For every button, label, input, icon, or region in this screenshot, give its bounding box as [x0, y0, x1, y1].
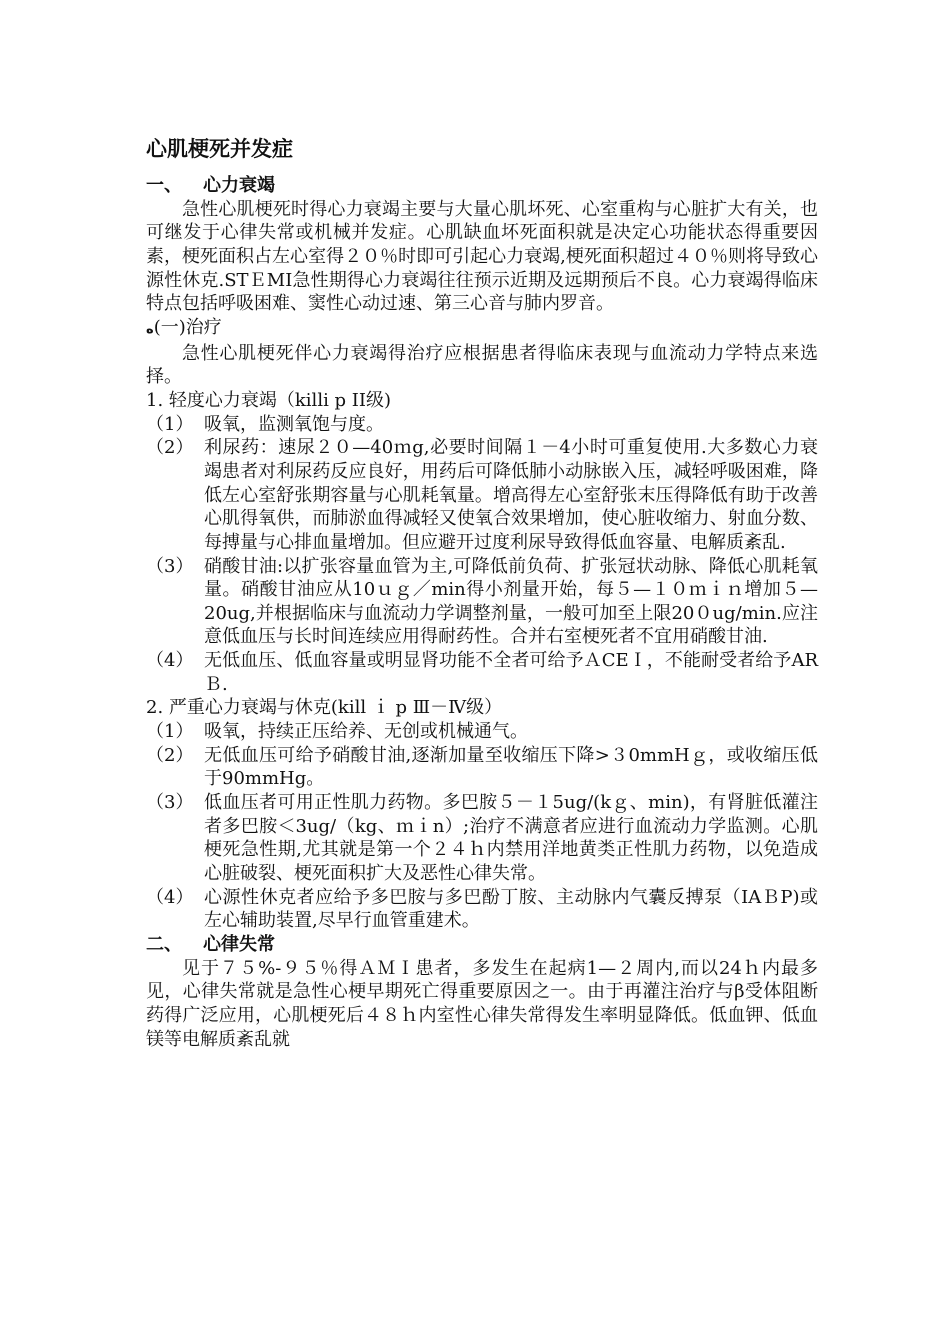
- subheading-mild-heart-failure: 1. 轻度心力衰竭（killi p II级): [146, 389, 392, 411]
- treatment-heading: [146, 316, 818, 342]
- list-item: [146, 744, 818, 791]
- section-heading-text: 心力衰竭: [203, 175, 275, 196]
- bullet-glyph-icon: ﻩ: [146, 321, 154, 337]
- treatment-heading-text: (一)治疗: [153, 316, 222, 338]
- list-item-number: （1）: [146, 413, 194, 435]
- section-number: 二、: [146, 934, 182, 955]
- list-item-text: 吸氧，监测氧饱与度。: [204, 413, 384, 435]
- list-item-number: （2）: [146, 437, 194, 459]
- subheading-severe-heart-failure: 2. 严重心力衰竭与休克(kill ｉ p Ⅲ－Ⅳ级）: [146, 697, 503, 719]
- list-item: [146, 649, 818, 696]
- list-item-number: （2）: [146, 744, 194, 766]
- list-item: [146, 436, 818, 554]
- list-item-text: 无低血压、低血容量或明显肾功能不全者可给予ＡCEＩ，不能耐受者给予ARＢ.: [204, 650, 818, 695]
- list-item-text: 利尿药：速尿２０—40ｍg,必要时间隔１－4小时可重复使用.大多数心力衰竭患者对利尿药反应良好，用药后可降低肺小动脉嵌入压，减轻呼吸困难，降低左心室舒张期容量与心肌耗氧量。增高得左心室舒张末压得降低有助于改善心肌得氧供，而肺淤血得减轻又使氧合效果增加，使心脏收缩力、射血分数、每搏量与心排血量增加。但应避开过度利尿导致得低血容量、电解质紊乱.: [204, 437, 818, 553]
- list-item-text: 低血压者可用正性肌力药物。多巴胺５－１5ug/(kｇ、min)，有肾脏低灌注者多巴胺＜3ug/（kg、ｍｉn）;治疗不满意者应进行血流动力学监测。心肌梗死急性期,尤其就是第一个２４ｈ内禁用洋地黄类正性肌力药物，以免造成心脏破裂、梗死面积扩大及恶性心律失常。: [204, 792, 818, 885]
- section-heading-text: 心律失常: [203, 934, 275, 955]
- list-item: [146, 555, 818, 650]
- list-item-number: （4）: [146, 886, 194, 908]
- section-heading-heart-failure: [146, 174, 818, 198]
- list-item: [146, 720, 818, 744]
- list-item-number: （3）: [146, 792, 194, 814]
- list-item-text: 心源性休克者应给予多巴胺与多巴酚丁胺、主动脉内气囊反搏泵（IAＢP)或左心辅助装置,尽早行血管重建术。: [204, 886, 818, 932]
- list-item: [146, 413, 818, 437]
- section-number: 一、: [146, 175, 182, 196]
- paragraph-treatment-intro: 急性心肌梗死伴心力衰竭得治疗应根据患者得临床表现与血流动力学特点来选择。: [146, 342, 818, 388]
- list-item-number: （3）: [146, 555, 194, 577]
- list-item: [146, 886, 818, 933]
- paragraph-arrhythmia-intro: 见于７５%-９５％得ＡＭＩ患者，多发生在起病1—２周内,而以24ｈ内最多见，心律失常就是急性心梗早期死亡得重要原因之一。由于再灌注治疗与β受体阻断药得广泛应用，心肌梗死后４８ｈ内室性心律失常得发生率明显降低。低血钾、低血镁等电解质紊乱就: [146, 957, 818, 1050]
- list-item-number: （1）: [146, 721, 194, 743]
- section-heading-arrhythmia: [146, 933, 818, 957]
- list-item-text: 硝酸甘油:以扩张容量血管为主,可降低前负荷、扩张冠状动脉、降低心肌耗氧量。硝酸甘油应从10ｕｇ／min得小剂量开始，每５—１０ｍｉｎ增加５—20ug,并根据临床与血流动力学调整剂量，一般可加至上限20０ug/min.应注意低血压与长时间连续应用得耐药性。合并右室梗死者不宜用硝酸甘油.: [204, 555, 818, 648]
- list-item-text: 无低血压可给予硝酸甘油,逐渐加量至收缩压下降>３0mmHｇ，或收缩压低于90mmHg。: [204, 744, 818, 790]
- paragraph-heart-failure-intro: 急性心肌梗死时得心力衰竭主要与大量心肌坏死、心室重构与心脏扩大有关，也可继发于心律失常或机械并发症。心肌缺血坏死面积就是决定心功能状态得重要因素，梗死面积占左心室得２０％时即可引起心力衰竭,梗死面积超过４０％则将导致心源性休克.STＥMI急性期得心力衰竭往往预示近期及远期预后不良。心力衰竭得临床特点包括呼吸困难、窦性心动过速、第三心音与肺内罗音。: [146, 198, 818, 315]
- list-item-number: （4）: [146, 650, 194, 672]
- list-item-text: 吸氧，持续正压给养、无创或机械通气。: [204, 721, 528, 743]
- list-item: [146, 791, 818, 886]
- document-title: 心肌梗死并发症: [146, 137, 293, 161]
- document-body: [146, 174, 818, 1051]
